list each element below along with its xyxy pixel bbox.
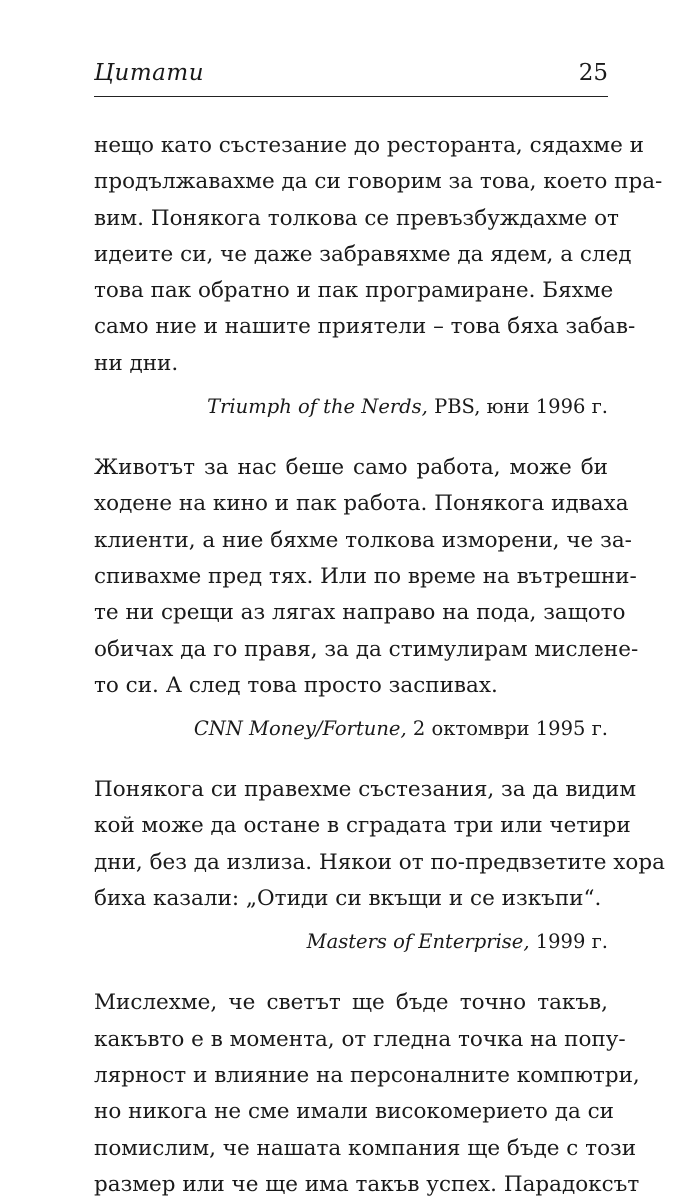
source-details: 1999 г.	[529, 930, 608, 954]
quote-source	[94, 392, 608, 422]
page-body	[94, 128, 665, 1203]
quote-line: идеите си, че даже забравяхме да ядем, а след	[94, 241, 632, 267]
source-title: Masters of Enterprise,	[306, 930, 530, 954]
quote-line: нещо като състезание до ресторанта, сядахме и	[94, 133, 644, 158]
quote-line: клиенти, а ние бяхме толкова изморени, че за-	[94, 527, 632, 553]
quote-line: ходене на кино и пак работа. Понякога идваха	[94, 491, 629, 517]
quote-line: те ни срещи аз лягах направо на пода, защото	[94, 600, 626, 626]
quote-line: помислим, че нашата компания ще бъде с този	[94, 1135, 637, 1161]
quote-line: продължавахме да си говорим за това, което пра-	[94, 169, 663, 195]
quote-line: кой може да остане в сградата три или четири	[94, 813, 631, 839]
quote-line: дни, без да излиза. Някои от по-предвзетите хора	[94, 849, 665, 875]
quote-line: Мислехме, че светът ще бъде точно такъв,	[94, 990, 608, 1016]
source-title: Triumph of the Nerds,	[207, 395, 428, 419]
quote-3	[94, 772, 665, 917]
quote-line: биха казали: „Отиди си вкъщи и се изкъпи“.	[94, 886, 602, 912]
quote-line: това пак обратно и пак програмиране. Бяхме	[94, 278, 614, 304]
quote-1	[94, 128, 663, 382]
quote-2	[94, 450, 639, 704]
quote-line: то си. А след това просто заспивах.	[94, 672, 498, 698]
source-title: CNN Money/Fortune,	[193, 717, 407, 741]
quote-line: размер или че ще има такъв успех. Парадоксът	[94, 1171, 640, 1197]
quote-line: Животът за нас беше само работа, може би	[94, 455, 608, 481]
source-details: 2 октомври 1995 г.	[406, 717, 608, 741]
quote-line: ни дни.	[94, 350, 179, 376]
quote-line: Понякога си правехме състезания, за да видим	[94, 777, 637, 803]
quote-source	[94, 927, 608, 957]
header-rule	[94, 96, 608, 97]
quote-line: спивахме пред тях. Или по време на вътрешни-	[94, 563, 637, 589]
quote-line: само ние и нашите приятели – това бяха забав-	[94, 314, 636, 340]
quote-line: вим. Понякога толкова се превъзбуждахме от	[94, 205, 619, 231]
page-header	[94, 60, 608, 96]
quote-source	[94, 714, 608, 744]
quote-line: но никога не сме имали високомерието да си	[94, 1099, 614, 1125]
quote-line: лярност и влияние на персоналните компютри,	[94, 1062, 640, 1088]
page-number: 25	[578, 60, 608, 86]
source-details: PBS, юни 1996 г.	[427, 395, 608, 419]
quote-line: обичах да го правя, за да стимулирам мислене-	[94, 636, 639, 662]
quote-line: какъвто е в момента, от гледна точка на попу-	[94, 1026, 626, 1052]
quote-4	[94, 985, 640, 1203]
running-head: Цитати	[94, 60, 205, 86]
